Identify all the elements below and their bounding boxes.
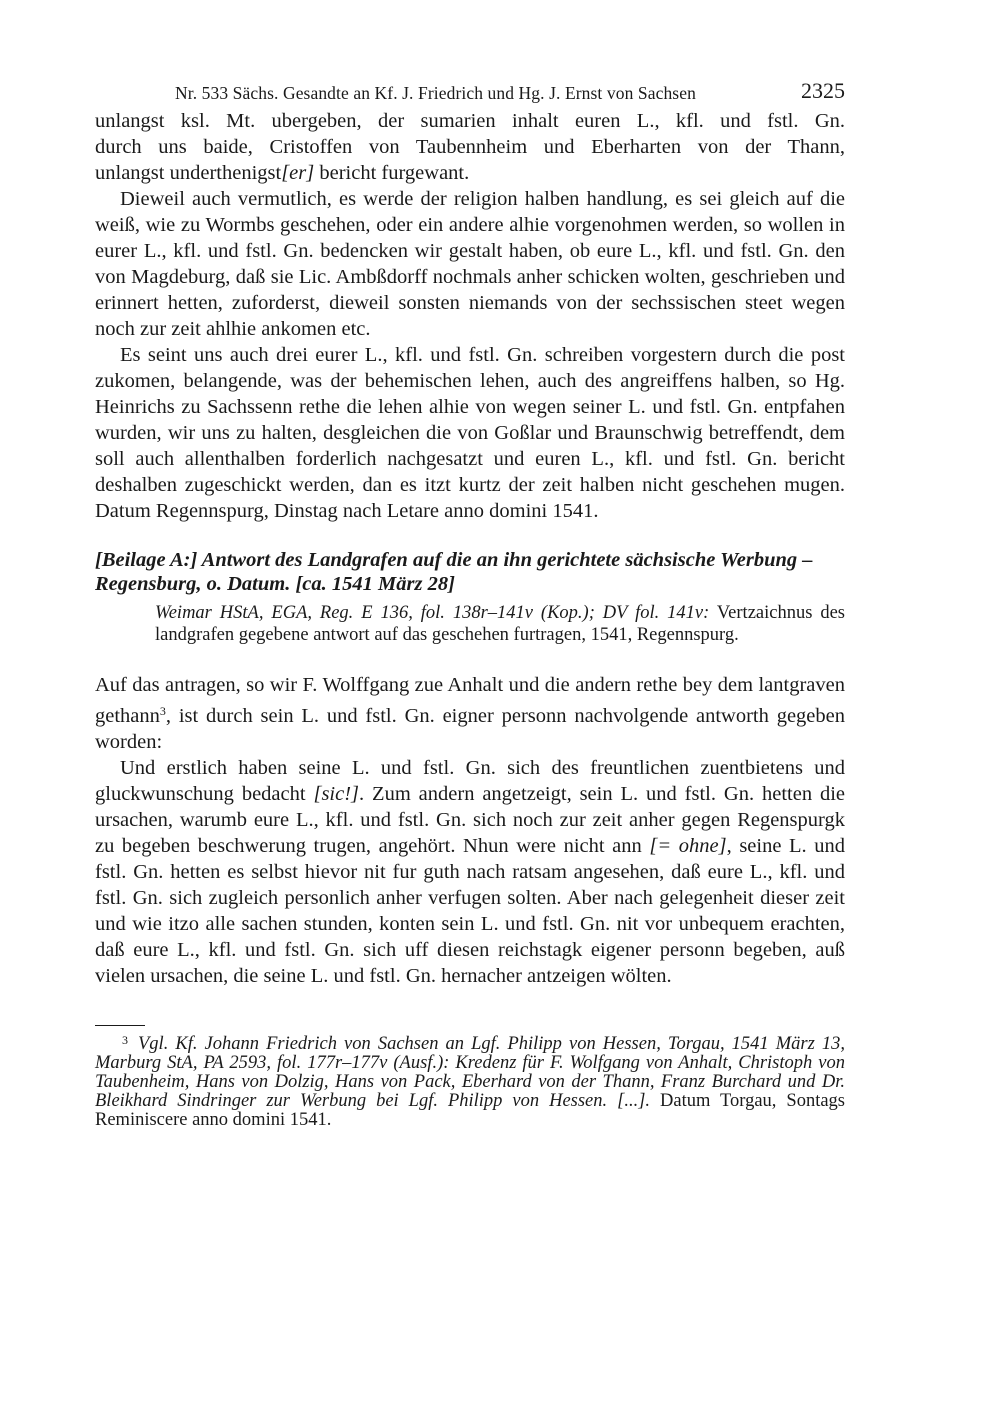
paragraph-letters: Es seint uns auch drei eurer L., kfl. und fstl. Gn. schreiben vorgestern durch die post zukomen, belangende, was der behemischen lehen, auch des angreiffens halben, so Hg. Heinrichs zu Sachssenn rethe die lehen alhie von wegen seiner L. und fstl. Gn. entpfahen wurden, wir uns zu halten, desgleichen die von Goßlar und Braunschwig betreffendt, dem soll auch allenthalben forderlich nachgesatzt und euren L., kfl. und fstl. Gn. bericht deshalben zugeschickt werden, dan es itzt kurtz der zeit halben nicht geschehen mugen. Datum Regennspurg, Dinstag nach Letare anno domini 1541.: [95, 344, 845, 522]
line-text: bericht furgewant.: [314, 162, 470, 184]
paragraph-religion: Dieweil auch vermutlich, es werde der religion halben handlung, es sei gleich auf die weiß, wie zu Wormbs geschehen, oder ein andere alhie vorgenohmen werden, so wollen in eurer L., kfl. und fstl. Gn. bedencken wir gestalt haben, ob eure L., kfl. und fstl. Gn. den von Magdeburg, daß sie Lic. Ambßdorff nochmals anher schicken wolten, geschrieben und erinnert hetten, zuforderst, dieweil sonsten niemands von der sechssischen steet wegen noch zur zeit ahlhie ankomen etc.: [95, 188, 845, 340]
line-text: unlangst underthenigst: [95, 162, 282, 184]
running-title: Nr. 533 Sächs. Gesandte an Kf. J. Friedrich und Hg. J. Ernst von Sachsen: [175, 83, 696, 103]
line: durch uns baide, Cristoffen von Taubennheim und Eberharten von der Thann,: [95, 136, 845, 158]
footnote-reference[interactable]: 3: [159, 704, 166, 718]
paragraph-text: , ist durch sein L. und fstl. Gn. eigner personn nachvolgende antworth gegeben worden:: [95, 705, 845, 753]
page-number: 2325: [801, 78, 845, 103]
paragraph-request: [95, 672, 845, 755]
document-page: [95, 78, 845, 1130]
footnote-date: Datum Torgau, Sontags Reminiscere anno domini 1541.: [95, 1091, 845, 1130]
source-title: Vertzaichnus des landgrafen gegebene antwort auf das geschehen furtragen, 1541, Regennspurg.: [155, 603, 846, 645]
editorial-sic: [sic!]: [313, 783, 360, 805]
footnote-divider: [95, 1025, 145, 1026]
paragraph-answer: [95, 755, 845, 989]
line: unlangst ksl. Mt. ubergeben, der sumarien inhalt euren L., kfl. und fstl. Gn.: [95, 110, 845, 132]
paragraph-text: Auf das antragen, so wir F. Wolffgang zue Anhalt und die andern rethe bey dem lantgraven gethann: [95, 674, 845, 727]
footnote-citation: Vgl. Kf. Johann Friedrich von Sachsen an Lgf. Philipp von Hessen, Torgau, 1541 März 13, Marburg StA, PA 2593, fol. 177r–177v (Ausf.): Kredenz für F. Wolfgang von Anhalt, Christoph von Taubenheim, Hans von Dolzig, Hans von Pack, Eberhard von der Thann, Franz Burchard und Dr. Bleikhard Sindringer zur Werbung bei Lgf. Philipp von Hessen. [...].: [95, 1034, 845, 1111]
section-heading: [Beilage A:] Antwort des Landgrafen auf die an ihn gerichtete sächsische Werbung – Regensburg, o. Datum. [ca. 1541 März 28]: [95, 549, 813, 595]
running-header: [95, 78, 845, 108]
paragraph-continuation: [95, 108, 845, 186]
paragraph-text: , seine L. und fstl. Gn. hetten es selbst hievor nit fur guth nach ratsam angesehen, daß eure L., kfl. und fstl. Gn. sich zugleich personlich anher verfugen solten. Aber nach gelegenheit dieser zeit und wie itzo alle sachen stunden, konten sein L. und fstl. Gn. nit vor unbequem erachten, daß eure L., kfl. und fstl. Gn. sich uff diesen reichstagk eigener personn begeben, auß vielen ursachen, die seine L. und fstl. Gn. hernacher antzeigen wölten.: [95, 835, 846, 987]
footnote-number: 3: [122, 1033, 128, 1047]
footnote: [95, 1031, 845, 1130]
paragraph-text: Und erstlich haben seine L. und fstl. Gn. sich des freuntlichen zuentbietens und gluckwunschung bedacht: [95, 757, 845, 805]
source-note: [155, 602, 845, 646]
editorial-insertion: [er]: [281, 162, 315, 184]
paragraph-text: . Zum andern angetzeigt, sein L. und fstl. Gn. hetten die ursachen, warumb eure L., kfl. und fstl. Gn. sich noch zur zeit anher gegen Regenspurgk zu begeben beschwerung trugen, angehört. Nhun were nicht ann: [95, 783, 846, 857]
line: [95, 160, 845, 186]
editorial-gloss: [= ohne]: [649, 835, 727, 857]
source-archive: Weimar HStA, EGA, Reg. E 136, fol. 138r–141v (Kop.); DV fol. 141v:: [155, 603, 710, 623]
